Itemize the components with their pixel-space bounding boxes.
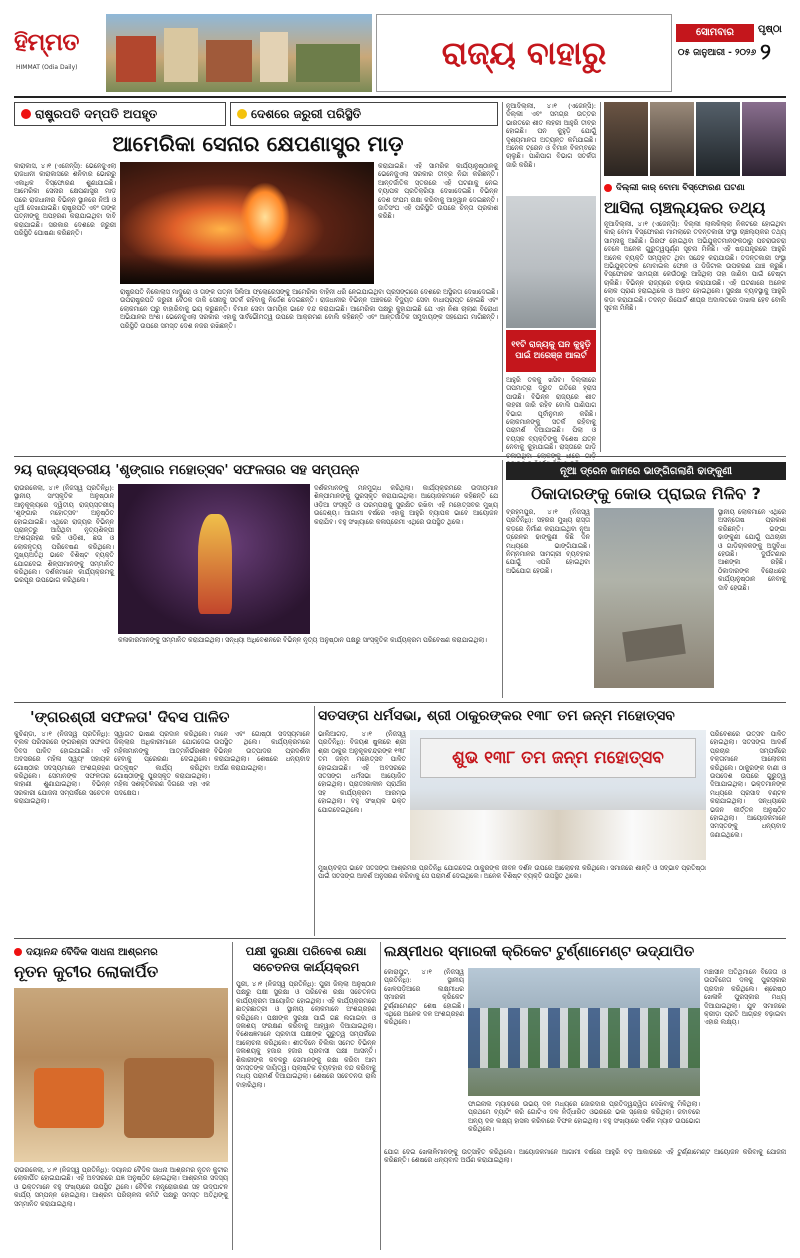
story9-sub: ସଚେତନତା କାର୍ଯ୍ୟକ୍ରମ <box>252 960 360 974</box>
story7-banner: ଶୁଭ ୧୩୮ ତମ ଜନ୍ମ ମହୋତ୍ସବ <box>420 738 696 778</box>
story4-headline: ୨ୟ ରାଜ୍ୟସ୍ତରୀୟ 'ଶୃଙ୍ଗାର ମହୋତ୍ସବ' ସଫଳତାର ସହ ସମ୍ପନ୍ନ <box>14 462 360 478</box>
story4-under-photo: କଳାକାରମାନଙ୍କୁ ସମ୍ମାନିତ କରାଯାଇଥିଲା। ସନ୍ଧ୍ୟା ଅଧିବେଶନରେ ବିଭିନ୍ନ ନୃତ୍ୟ ଅନୁଷ୍ଠାନ ପକ୍ଷରୁ ସାଂସ୍କୃତିକ କାର୍ଯ୍ୟକ୍ରମ ପରିବେଷଣ କରାଯାଇଥିଲା। <box>118 636 487 644</box>
masthead-logo-block <box>14 14 106 92</box>
story10-bottom1: ଫାଇନାଲ ମ୍ୟାଚରେ ଉଭୟ ଦଳ ମଧ୍ୟରେ ଜୋରଦାର ପ୍ରତିଦ୍ୱନ୍ଦ୍ୱିତା ଦେଖିବାକୁ ମିଳିଥିଲା। ପ୍ରଥମେ ବ୍ୟାଟିଂ କରି ଗୋଟିଏ ଦଳ ନିର୍ଦ୍ଧାରିତ ଓଭରରେ ଭଲ ସ୍କୋର କରିଥିଲା। ଜବାବରେ ଅନ୍ୟ ଦଳ ଲକ୍ଷ୍ୟ ହାସଲ କରିବାରେ ବିଫଳ ହୋଇଥିଲା। ବହୁ ସଂଖ୍ୟାରେ ଦର୍ଶକ ମ୍ୟାଚ ଉପଭୋଗ କରିଥିଲେ। <box>468 1100 700 1134</box>
masthead-date: ୦୫ ଜାନୁଆରୀ - ୨୦୨୬ <box>677 48 757 58</box>
story2-caption: ୧୧ଟି ରାଜ୍ୟକୁ ଘନ କୁହୁଡ଼ି ପାଇଁ ଅରେଞ୍ଜ ଆଲର୍ଟ <box>511 340 591 361</box>
masthead-page-number: ୨ <box>760 40 771 65</box>
story6-col3: ମାନେ ଏବଂ ଗୋଷ୍ଠୀ ସଦସ୍ୟମାନେ ଉପସ୍ଥିତ ଥିଲେ। କାର୍ଯ୍ୟକ୍ରମରେ ବିଭିନ୍ନ ଉତ୍ପାଦର ପ୍ରଦର୍ଶନୀ କରାଯାଇଥିଲା। ଶେଷରେ ଧନ୍ୟବାଦ ଅର୍ପଣ କରାଯାଇଥିଲା। <box>214 730 310 772</box>
story5-tag-box <box>506 462 786 480</box>
story2-caption-box <box>506 330 596 372</box>
masthead-logo-sub: HIMMAT (Odia Daily) <box>16 64 78 71</box>
story1-headline: ଆମେରିକା ସେନାର କ୍ଷେପଣାସ୍ତ୍ର ମାଡ଼ <box>112 132 404 156</box>
red-dot-icon <box>21 109 31 119</box>
masthead-section-title: ରାଜ୍ୟ ବାହାରୁ <box>441 33 607 72</box>
story5-drain-photo <box>594 508 714 688</box>
story4-col2: ଦର୍ଶକମାନଙ୍କୁ ମନମୁଗ୍ଧ କରିଥିଲା। କାର୍ଯ୍ୟକ୍ରମରେ ଉଦୀୟମାନ ଶିଳ୍ପୀମାନଙ୍କୁ ପୁରସ୍କୃତ କରାଯାଇଥିଲା। ଆୟୋଜକମାନେ କହିଛନ୍ତି ଯେ ଓଡ଼ିଆ ସଂସ୍କୃତି ଓ ପରମ୍ପରାକୁ ସୁରକ୍ଷିତ ରଖିବା ଏହି ମହୋତ୍ସବର ମୁଖ୍ୟ ଉଦ୍ଦେଶ୍ୟ। ଆଗାମୀ ବର୍ଷରେ ଏହାକୁ ଆହୁରି ବ୍ୟାପକ ଭାବେ ଆୟୋଜନ କରାଯିବ। ବହୁ ସଂଖ୍ୟାରେ କଳାପ୍ରେମୀ ଏଥିରେ ଉପସ୍ଥିତ ଥିଲେ। <box>314 484 498 526</box>
column-rule-5 <box>232 942 233 1250</box>
story3-tag: ଦିଲ୍ଲୀ କାର୍ ବୋମା ବିସ୍ଫୋରଣ ଘଟଣା <box>604 180 786 196</box>
story3-headline: ଆସିଲା ଚାଞ୍ଚଲ୍ୟକର ତଥ୍ୟ <box>604 198 766 217</box>
story1-bottom: ରାଷ୍ଟ୍ରପତି ନିକୋଲାସ ମାଦୁରୋ ଓ ତାଙ୍କ ପତ୍ନୀ ସିଲିଆ ଫ୍ଲୋରେସଙ୍କୁ ଆମେରିକା ବାହିନୀ ଧରି ନେଇଯାଇଥିବା ପ୍ରସଙ୍ଗରେ ଦେଶରେ ଅସ୍ଥିରତା ଦେଖାଦେଇଛି। ଉପରାଷ୍ଟ୍ରପତି ଜରୁରୀ ବୈଠକ ଡାକି ସେନାକୁ ସତର୍କ ରହିବାକୁ ନିର୍ଦ୍ଦେଶ ଦେଇଛନ୍ତି। ରାଜଧାନୀର ବିଭିନ୍ନ ଅଞ୍ଚଳରେ ବିଦ୍ୟୁତ ସେବା ବାଧାପ୍ରାପ୍ତ ହୋଇଛି ଏବଂ ଲୋକମାନେ ଘରୁ ବାହାରିବାକୁ ଭୟ କରୁଛନ୍ତି। ବିମାନ ସେବା ସାମୟିକ ଭାବେ ବନ୍ଦ କରାଯାଇଛି। ଆମେରିକା ପକ୍ଷରୁ କୁହାଯାଇଛି ଯେ ଏହା ନିଶା ଚାଲାଣ ବିରୋଧୀ ଅଭିଯାନର ଅଂଶ। ଭେନେଜୁଏଲା ସରକାର ଏହାକୁ ସାର୍ବଭୌମତ୍ୱ ଉପରେ ଆକ୍ରମଣ ବୋଲି କହିଛନ୍ତି ଏବଂ ଆନ୍ତର୍ଜାତିକ ସମୁଦାୟଙ୍କ ସହଯୋଗ ମାଗିଛନ୍ତି। ପରିସ୍ଥିତି ଉପରେ ସମସ୍ତ ଦେଶ ନଜର ରଖିଛନ୍ତି। <box>120 288 498 330</box>
topbar <box>14 102 498 126</box>
section-rule-1 <box>14 456 786 457</box>
story8-kicker: ଦୟାନନ୍ଦ ବୈଦିକ ସାଧନା ଆଶ୍ରମର <box>14 944 228 960</box>
story4-dance-photo <box>118 484 310 634</box>
story1-missile-photo <box>120 162 374 284</box>
story7-right: ପରିବେଶରେ ଉତ୍ସବ ପାଳିତ ହୋଇଥିଲା। ସତସଙ୍ଗ ଆଦର୍ଶ ପ୍ରଚାର ସମ୍ପର୍କରେ ବକ୍ତାମାନେ ଆଲୋଚନା କରିଥିଲେ। ଠାକୁରଙ୍କ ବାଣୀ ଓ ଉପଦେଶ ଉପରେ ଗୁରୁତ୍ୱ ଦିଆଯାଇଥିଲା। ଭକ୍ତମାନଙ୍କ ମଧ୍ୟରେ ପ୍ରସାଦ ବଣ୍ଟନ କରାଯାଇଥିଲା। ସନ୍ଧ୍ୟାରେ ଭଜନ କୀର୍ତ୍ତନ ଅନୁଷ୍ଠିତ ହୋଇଥିଲା। ଆୟୋଜକମାନେ ସମସ୍ତଙ୍କୁ ଧନ୍ୟବାଦ ଜଣାଇଥିଲେ। <box>710 730 786 839</box>
section-rule-2 <box>14 702 786 703</box>
topbar-tag-2: ଦେଶରେ ଜରୁରୀ ପରିସ୍ଥିତି <box>230 102 498 126</box>
column-rule-6 <box>380 942 381 1250</box>
portrait-3 <box>696 102 740 176</box>
story7-headline: ସତସଙ୍ଗ ଧର୍ମସଭା, ଶ୍ରୀ ଠାକୁରଙ୍କର ୧୩୮ ତମ ଜନ୍ମ ମହୋତ୍ସବ <box>318 708 675 724</box>
story8-body: ରାଉରକେଲା, ୪।୧ (ନିଜସ୍ୱ ପ୍ରତିନିଧି): ଦୟାନନ୍ଦ ବୈଦିକ ସାଧନା ଆଶ୍ରମର ନୂତନ କୁଟୀର ଲୋକାର୍ପିତ ହୋଇଯାଇଛି। ଏହି ଅବସରରେ ଯଜ୍ଞ ଅନୁଷ୍ଠିତ ହୋଇଥିଲା। ଆଶ୍ରମର ସଦସ୍ୟ ଓ ଭକ୍ତମାନେ ବହୁ ସଂଖ୍ୟାରେ ଉପସ୍ଥିତ ଥିଲେ। ବୈଦିକ ମନ୍ତ୍ରୋଚ୍ଚାରଣ ସହ ଉଦ୍‌ଘାଟନ କାର୍ଯ୍ୟ ସମ୍ପନ୍ନ ହୋଇଥିଲା। ଆଶ୍ରମ ପରିଚାଳନା କମିଟି ପକ୍ଷରୁ ସମସ୍ତ ଅତିଥିଙ୍କୁ ସମ୍ମାନିତ କରାଯାଇଥିଲା। <box>14 1166 228 1208</box>
story5-tag: ନୂଆ ଡ୍ରେନ କାମରେ ଭାଙ୍ଗିଗଲାଣି ଢାଙ୍କୁଣୀ <box>560 465 732 477</box>
masthead-photo-strip <box>106 14 372 92</box>
story7-event-photo <box>410 730 706 860</box>
story8-ashram-photo <box>14 988 228 1162</box>
red-dot-icon <box>604 184 612 192</box>
masthead-logo: ହିମ୍ମତ <box>14 28 80 56</box>
story1-bottom-left <box>14 378 498 450</box>
masthead-section-title-box <box>376 14 672 92</box>
story10-bottom2: ଯୋଗ ଦେଇ ଖେଳାଳିମାନଙ୍କୁ ଉତ୍ସାହିତ କରିଥିଲେ। ଆୟୋଜକମାନେ ଆଗାମୀ ବର୍ଷରେ ଆହୁରି ବଡ଼ ଆକାରରେ ଏହି ଟୁର୍ଣ୍ଣାମେଣ୍ଟ ଆୟୋଜନ କରିବାକୁ ଯୋଜନା କରିଛନ୍ତି। ଶେଷରେ ଧନ୍ୟବାଦ ଅର୍ପଣ କରାଯାଇଥିଲା। <box>384 1148 786 1165</box>
story2-bottom: ଆହୁରି ତଳକୁ ଖସିବ। ଦିଲ୍ଲୀରେ ତାପମାତ୍ରା ଦ୍ରୁତ ଗତିରେ ହ୍ରାସ ପାଉଛି। ବିଭିନ୍ନ ରାଜ୍ୟରେ ଶୀତ ଲହରୀ ଜାରି ରହିବ ବୋଲି ପାଣିପାଗ ବିଭାଗ ପୂର୍ବାନୁମାନ କରିଛି। ଲୋକମାନଙ୍କୁ ସତର୍କ ରହିବାକୁ ପରାମର୍ଶ ଦିଆଯାଇଛି। ପିଲା ଓ ବୟସ୍କ ବ୍ୟକ୍ତିଙ୍କୁ ବିଶେଷ ଯତ୍ନ ନେବାକୁ କୁହାଯାଇଛି। ରାସ୍ତାରେ ଗାଡ଼ି <box>506 376 596 452</box>
story5-col1: ବ୍ରହ୍ମପୁର, ୪।୧ (ନିଜସ୍ୱ ପ୍ରତିନିଧି): ସହରର ମୁଖ୍ୟ ରାସ୍ତା କଡ଼ରେ ନିର୍ମାଣ କରାଯାଇଥିବା ନୂଆ ଡ୍ରେନର ଢାଙ୍କୁଣୀ କିଛି ଦିନ ମଧ୍ୟରେ ଭାଙ୍ଗିଯାଇଛି। ନିମ୍ନମାନର ସାମଗ୍ରୀ ବ୍ୟବହାର ଯୋଗୁଁ ଏପରି ହୋଇଥିବା ଅଭିଯୋଗ ହେଉଛି। <box>506 508 590 575</box>
masthead-day: ସୋମବାର <box>676 24 754 42</box>
portrait-4 <box>742 102 786 176</box>
section-rule-3 <box>14 938 786 939</box>
story7-under: ମୁଖ୍ୟବକ୍ତା ଭାବେ ସତସଙ୍ଗ ଆଶ୍ରମର ପ୍ରତିନିଧି ଯୋଗଦେଇ ଠାକୁରଙ୍କ ଜୀବନ ଦର୍ଶନ ଉପରେ ଆଲୋଚନା କରିଥିଲେ। ସମାଜରେ ଶାନ୍ତି ଓ ସଦ୍‌ଭାବ ପ୍ରତିଷ୍ଠା ପାଇଁ ସତସଙ୍ଗ ଆଦର୍ଶ ଅନୁସରଣ କରିବାକୁ ସେ ପରାମର୍ଶ ଦେଇଥିଲେ। ଅନେକ ବିଶିଷ୍ଟ ବ୍ୟକ୍ତି ଉପସ୍ଥିତ ଥିଲେ। <box>318 864 706 881</box>
column-rule-2 <box>600 102 601 452</box>
column-rule-1 <box>502 102 503 452</box>
yellow-dot-icon <box>237 109 247 119</box>
story5-headline: ଠିକାଦାରଙ୍କୁ କୋଉ ପ୍ରାଇଜ ମିଳିବ ? <box>531 484 761 503</box>
masthead-date-block <box>676 20 786 86</box>
story6-col1: କୁଚିଣ୍ଡା, ୪।୧ (ନିଜସ୍ୱ ପ୍ରତିନିଧି): ବ୍ଲକ ପରିସରରେ ଙ୍ଗରଶ୍ରୀ ସଫଳତା ଦିବସ ପାଳିତ ହୋଇଯାଇଛି। ଏହି ଅବସରରେ ମହିଳା ସ୍ୱୟଂ ସହାୟକ ଗୋଷ୍ଠୀର ସଦସ୍ୟମାନେ ଅଂଶଗ୍ରହଣ କରିଥିଲେ। ସେମାନଙ୍କ ସଫଳତାର କାହାଣୀ ଶୁଣାଯାଇଥିଲା। ବିଭିନ୍ନ ସରକାରୀ ଯୋଜନା ସମ୍ପର୍କରେ ସଚେତନ କରାଯାଇଥିଲା। <box>14 730 110 806</box>
story9-body: ପୁରୀ, ୪।୧ (ନିଜସ୍ୱ ପ୍ରତିନିଧି): ପୁରୀ ଜିଲ୍ଲା ଅନୁଷ୍ଠାନ ପକ୍ଷରୁ ପକ୍ଷୀ ସୁରକ୍ଷା ଓ ପରିବେଶ ରକ୍ଷା ସଚେତନତା କାର୍ଯ୍ୟକ୍ରମ ଆୟୋଜିତ ହୋଇଥିଲା। ଏହି କାର୍ଯ୍ୟକ୍ରମରେ ଛାତ୍ରଛାତ୍ରୀ ଓ ସ୍ଥାନୀୟ ଲୋକମାନେ ଅଂଶଗ୍ରହଣ କରିଥିଲେ। ପକ୍ଷୀଙ୍କ ସୁରକ୍ଷା ପାଇଁ ଗଛ ଲଗାଇବା ଓ ଜଳାଶୟ ସଂରକ୍ଷଣ କରିବାକୁ ଆହ୍ୱାନ ଦିଆଯାଇଥିଲା। ବିଶେଷଜ୍ଞମାନେ ପ୍ରବାସୀ ପକ୍ଷୀଙ୍କ ଗୁରୁତ୍ୱ ସମ୍ପର୍କରେ ଆଲୋଚନା କରିଥିଲେ। ଶୀତଦିନେ ଚିଲିକା ସମେତ ବିଭିନ୍ନ ଜଳାଶୟକୁ ହଜାର ହଜାର ପ୍ରବାସୀ ପକ୍ଷୀ ଆସନ୍ତି। ଶିକାରୀଙ୍କ କବଳରୁ ସେମାନଙ୍କୁ ରକ୍ଷା କରିବା ଆମ ସମସ୍ତଙ୍କ ଦାୟିତ୍ୱ। ପ୍ଲାଷ୍ଟିକ ବ୍ୟବହାର ବନ୍ଦ କରିବାକୁ ମଧ୍ୟ ପରାମର୍ଶ ଦିଆଯାଇଥିଲା। ଶେଷରେ ସଚେତନତା ରାଲି ବାହାରିଥିଲା। <box>236 980 376 1089</box>
red-dot-icon <box>14 948 22 956</box>
portrait-1 <box>604 102 648 176</box>
story2-top: ନୂଆଦିଲ୍ଲୀ, ୪।୧ (ଏଜେନ୍ସି): ଦିଲ୍ଲୀ ଏବଂ ସମଗ୍ର ଉତ୍ତର ଭାରତରେ ଶୀତ ଲହରୀ ଆହୁରି ତୀବ୍ର ହୋଇଛି। ଘନ କୁହୁଡ଼ି ଯୋଗୁଁ ଦୃଶ୍ୟମାନତା ଅତ୍ୟନ୍ତ କମିଯାଇଛି। ଅନେକ ଟ୍ରେନ ଓ ବିମାନ ବିଳମ୍ବରେ ଚାଲୁଛି। ପାଣିପାଗ ବିଭାଗ ସତର୍କତା ଜାରି କରିଛି। <box>506 102 596 169</box>
masthead-rule <box>14 96 786 98</box>
story6-col2: ସ୍ୱାଗତ ଭାଷଣ ପ୍ରଦାନ କରିଥିଲେ। ଜିଲ୍ଲାର ଅଧିକାରୀମାନେ ଯୋଗଦେଇ ମହିଳାମାନଙ୍କୁ ଆତ୍ମନିର୍ଭରଶୀଳ ହେବାକୁ ପ୍ରେରଣା ଦେଇଥିଲେ। ଉତ୍କୃଷ୍ଟ କାର୍ଯ୍ୟ କରିଥିବା ଗୋଷ୍ଠୀଙ୍କୁ ପୁରସ୍କୃତ କରାଯାଇଥିଲା। ମହିଳା ସଶକ୍ତିକରଣ ଦିଗରେ ଏହା ଏକ ପଦକ୍ଷେପ। <box>114 730 210 797</box>
story9-headline: ପକ୍ଷୀ ସୁରକ୍ଷା ପରିବେଶ ରକ୍ଷା <box>245 944 367 958</box>
story10-cricket-photo <box>468 968 700 1096</box>
story10-col1: କୋରାପୁଟ, ୪।୧ (ନିଜସ୍ୱ ପ୍ରତିନିଧି): ସ୍ଥାନୀୟ ଖେଳପଡ଼ିଆରେ ଲକ୍ଷ୍ମୀଧର ସ୍ମାରକୀ କ୍ରିକେଟ ଟୁର୍ଣ୍ଣାମେଣ୍ଟ ଶେଷ ହୋଇଛି। ଏଥିରେ ଅନେକ ଦଳ ଅଂଶଗ୍ରହଣ କରିଥିଲେ। <box>384 968 464 1027</box>
story8-headline: ନୂତନ କୁଟୀର ଲୋକାର୍ପିତ <box>14 962 159 981</box>
story2-fog-photo <box>506 196 596 328</box>
story4-col1: ରାଉରକେଲା, ୪।୧ (ନିଜସ୍ୱ ପ୍ରତିନିଧି): ସ୍ଥାନୀୟ ସାଂସ୍କୃତିକ ଅନୁଷ୍ଠାନ ଆନୁକୂଲ୍ୟରେ ଦ୍ୱିତୀୟ ରାଜ୍ୟସ୍ତରୀୟ 'ଶୃଙ୍ଗାର ମହୋତ୍ସବ' ଅନୁଷ୍ଠିତ ହୋଇଯାଇଛି। ଏଥିରେ ରାଜ୍ୟର ବିଭିନ୍ନ ପ୍ରାନ୍ତରୁ ଆସିଥିବା ନୃତ୍ୟଶିଳ୍ପୀ ଅଂଶଗ୍ରହଣ କରି ଓଡ଼ିଶୀ, ଛଉ ଓ ଲୋକନୃତ୍ୟ ପରିବେଷଣ କରିଥିଲେ। ମୁଖ୍ୟଅତିଥି ଭାବେ ବିଶିଷ୍ଟ ବ୍ୟକ୍ତି ଯୋଗଦେଇ ଶିଳ୍ପୀମାନଙ୍କୁ ସମ୍ମାନିତ କରିଥିଲେ। ଦର୍ଶକମାନେ କାର୍ଯ୍ୟକ୍ରମକୁ ଭରପୂର ଉପଭୋଗ କରିଥିଲେ। <box>14 484 114 585</box>
story10-headline: ଲକ୍ଷ୍ମୀଧର ସ୍ମାରକୀ କ୍ରିକେଟ ଟୁର୍ଣ୍ଣାମେଣ୍ଟ ଉଦ୍‌ଯାପିତ <box>384 944 695 960</box>
column-rule-4 <box>314 706 315 936</box>
portrait-2 <box>650 102 694 176</box>
masthead-page-label: ପୃଷ୍ଠା <box>758 24 782 35</box>
story10-col3: ମଞ୍ଚାସୀନ ଅତିଥିମାନେ ବିଜେତା ଓ ଉପବିଜେତା ଦଳକୁ ପୁରସ୍କାର ପ୍ରଦାନ କରିଥିଲେ। ଶ୍ରେଷ୍ଠ ଖେଳାଳି ପୁରସ୍କାର ମଧ୍ୟ ଦିଆଯାଇଥିଲା। ଯୁବ ସମାଜରେ କ୍ରୀଡ଼ା ପ୍ରତି ଆଗ୍ରହ ବଢ଼ାଇବା ଏହାର ଲକ୍ଷ୍ୟ। <box>704 968 786 1027</box>
story5-col2: ସ୍ଥାନୀୟ ଲୋକମାନେ ଏଥିରେ ଅସନ୍ତୋଷ ପ୍ରକାଶ କରିଛନ୍ତି। ଭଙ୍ଗା ଢାଙ୍କୁଣୀ ଯୋଗୁଁ ପଥଚାରୀ ଓ ଗାଡ଼ିଚାଳକଙ୍କୁ ଅସୁବିଧା ହେଉଛି। ଦୁର୍ଘଟଣାର ଆଶଙ୍କା ରହିଛି। ଠିକାଦାରଙ୍କ ବିରୋଧରେ କାର୍ଯ୍ୟାନୁଷ୍ଠାନ ନେବାକୁ ଦାବି ହେଉଛି। <box>718 508 786 592</box>
masthead <box>14 14 786 92</box>
story3-body: ନୂଆଦିଲ୍ଲୀ, ୪।୧ (ଏଜେନ୍ସି): ଦିଲ୍ଲୀ ଲାଲକିଲ୍ଲା ନିକଟରେ ହୋଇଥିବା କାର୍ ବୋମା ବିସ୍ଫୋରଣ ମାମଲାରେ ତଦନ୍ତକାରୀ ସଂସ୍ଥା ଚାଞ୍ଚଲ୍ୟକର ତଥ୍ୟ ସାମ୍ନାକୁ ଆଣିଛି। ଗିରଫ ହୋଇଥିବା ଅଭିଯୁକ୍ତମାନଙ୍କଠାରୁ ପଚରାଉଚରା ବେଳେ ଅନେକ ଗୁରୁତ୍ୱପୂର୍ଣ୍ଣ ସୂଚନା ମିଳିଛି। ଏହି ଷଡ଼ଯନ୍ତ୍ରରେ ଆହୁରି ଅନେକ ବ୍ୟକ୍ତି ସମ୍ପୃକ୍ତ ଥିବା ସନ୍ଦେହ କରାଯାଉଛି। ତଦନ୍ତକାରୀ ସଂସ୍ଥା ଅଭିଯୁକ୍ତଙ୍କ ମୋବାଇଲ ଫୋନ ଓ ଡିଜିଟାଲ ଉପକରଣ ଯାଞ୍ଚ କରୁଛି। ବିସ୍ଫୋରକ ସାମଗ୍ରୀ କେଉଁଠାରୁ ଆସିଥିଲା ତାହା ଜାଣିବା ପାଇଁ ଚେଷ୍ଟା ଚାଲିଛି। ବିଭିନ୍ନ ରାଜ୍ୟରେ ଚଢ଼ାଉ କରାଯାଉଛି। ଏହି ଘଟଣାରେ ଅନେକ ଲୋକ ପ୍ରାଣ ହରାଇଥିଲେ ଓ ଆହତ ହୋଇଥିଲେ। ସୁରକ୍ଷା ବ୍ୟବସ୍ଥାକୁ ଆହୁରି କଡ଼ା କରାଯାଇଛି। ତଦନ୍ତ ରିପୋର୍ଟ ଶୀଘ୍ର ଅଦାଲତରେ ଦାଖଲ ହେବ ବୋଲି ସୂଚନା ମିଳିଛି। <box>604 220 786 313</box>
story7-left: ଭାଲିଆଗଡ଼, ୪।୧ (ନିଜସ୍ୱ ପ୍ରତିନିଧି): ବିଜୟଶ ଷୁଳାରେ ଶ୍ରୀ ଶ୍ରୀ ଠାକୁର ଅନୁକୂଳଚନ୍ଦ୍ରଙ୍କ ୧୩୮ ତମ ଜନ୍ମ ମହୋତ୍ସବ ପାଳିତ ହୋଇଯାଇଛି। ଏହି ଅବସରରେ ସତସଙ୍ଗ ଧର୍ମସଭା ଆୟୋଜିତ ହୋଇଥିଲା। ପ୍ରାତଃକାଳୀନ ପ୍ରାର୍ଥନା ସହ କାର୍ଯ୍ୟକ୍ରମ ଆରମ୍ଭ ହୋଇଥିଲା। ବହୁ ସଂଖ୍ୟକ ଭକ୍ତ ଯୋଗଦେଇଥିଲେ। <box>318 730 406 814</box>
story3-portraits <box>604 102 786 176</box>
story1-col1: କାରାକାସ, ୪।୧ (ଏଜେନ୍ସି): ଭେନେଜୁଏଲା ରାଜଧାନୀ କାରାକାସରେ ଶନିବାର ଭୋରରୁ ଏକାଧିକ ବିସ୍ଫୋରଣ ଶୁଣାଯାଇଛି। ଆମେରିକା ସେନାର କ୍ଷେପଣାସ୍ତ୍ର ମାଡ଼ ପରେ ରାଜଧାନୀର ବିଭିନ୍ନ ସ୍ଥାନରେ ନିଆଁ ଓ ଧୂଆଁ ଦେଖାଯାଇଛି। ରାଷ୍ଟ୍ରପତି ଏବଂ ତାଙ୍କ ପତ୍ନୀଙ୍କୁ ଅପହରଣ କରାଯାଇଥିବା ଦାବି କରାଯାଇଛି। ସରକାର ଦେଶରେ ଜରୁରୀ ପରିସ୍ଥିତି ଘୋଷଣା କରିଛନ୍ତି। <box>14 162 116 238</box>
story1-col2: କରାଯାଇଛି। ଏହି ସାମରିକ କାର୍ଯ୍ୟାନୁଷ୍ଠାନକୁ ଭେନେଜୁଏଲା ସରକାର ତୀବ୍ର ନିନ୍ଦା କରିଛନ୍ତି। ଆନ୍ତର୍ଜାତିକ ସ୍ତରରେ ଏହି ଘଟଣାକୁ ନେଇ ବ୍ୟାପକ ପ୍ରତିକ୍ରିୟା ଦେଖାଦେଇଛି। ବିଭିନ୍ନ ଦେଶ ସଂଯମ ରକ୍ଷା କରିବାକୁ ଆହ୍ୱାନ ଦେଇଛନ୍ତି। ଜାତିସଂଘ ଏହି ପରିସ୍ଥିତି ଉପରେ ଚିନ୍ତା ପ୍ରକାଶ କରିଛି। <box>378 162 498 221</box>
column-rule-3 <box>502 460 503 698</box>
topbar-tag-1: ରାଷ୍ଟ୍ରପତି ଦମ୍ପତି ଅପହୃତ <box>14 102 226 126</box>
story6-headline: 'ଙ୍ଗରଶ୍ରୀ ସଫଳତା' ଦିବସ ପାଳିତ <box>30 708 230 726</box>
